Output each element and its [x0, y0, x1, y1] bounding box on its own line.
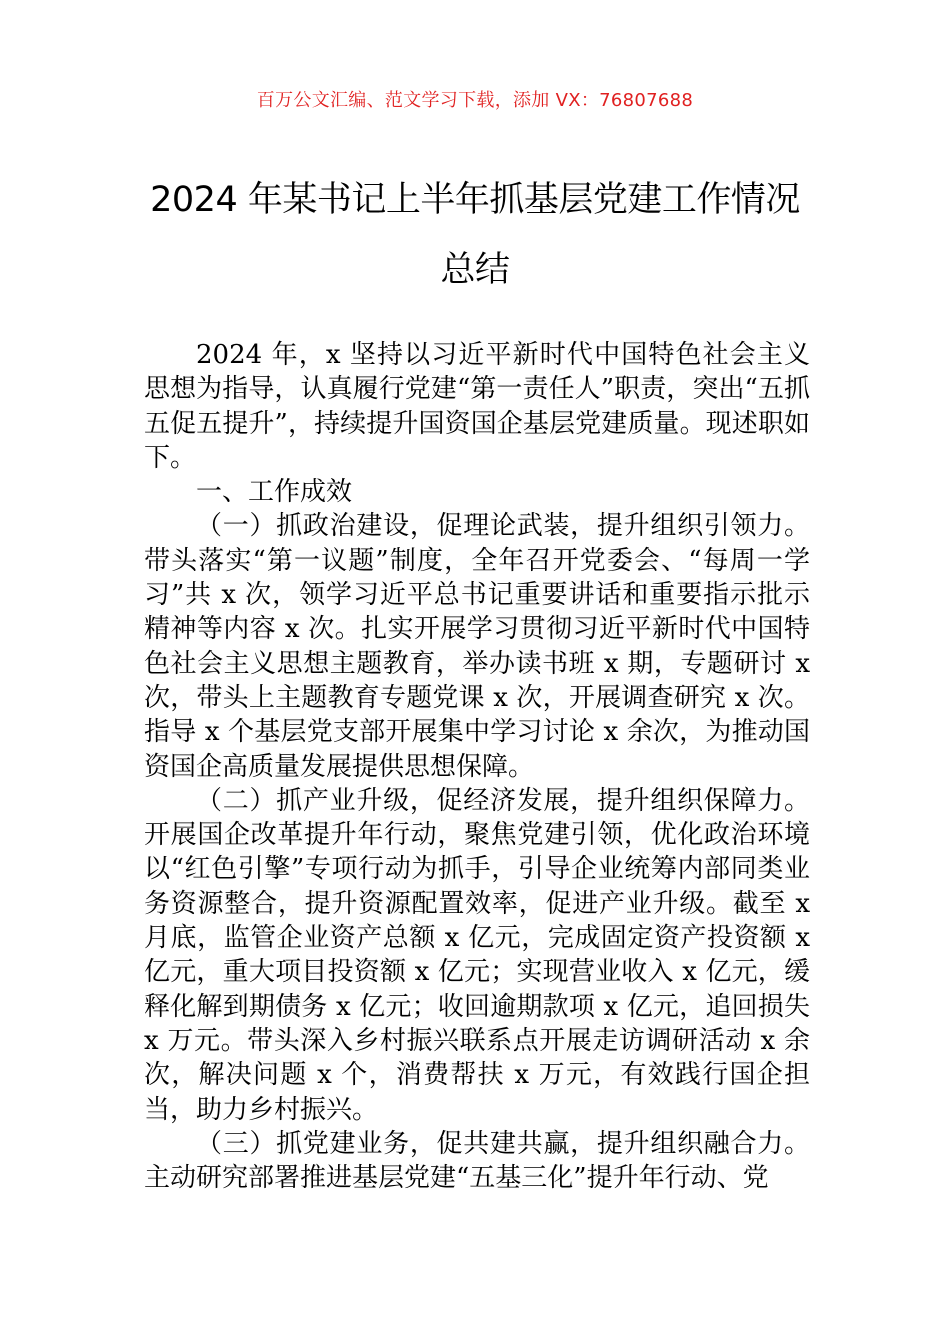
download-notice: 百万公文汇编、范文学习下载，添加 VX：76807688: [256, 90, 694, 111]
intro-paragraph: 2024 年，x 坚持以习近平新时代中国特色社会主义思想为指导，认真履行党建“第一责任人”职责，突出“五抓五促五提升”，持续提升国资国企基层党建质量。现述职如下。: [144, 340, 810, 473]
document-body: [144, 338, 810, 1195]
document-title-line-2: 总结: [440, 250, 510, 290]
body-paragraph: （二）抓产业升级，促经济发展，提升组织保障力。开展国企改革提升年行动，聚焦党建引领，优化政治环境以“红色引擎”专项行动为抓手，引导企业统筹内部同类业务资源整合，提升资源配置效率，促进产业升级。截至 x 月底，监管企业资产总额 x 亿元，完成固定资产投资额 x 亿元，重大项目投资额 x 亿元；实现营业收入 x 亿元，缓释化解到期债务 x 亿元；收回逾期款项 x 亿元，追回损失 x 万元。带头深入乡村振兴联系点开展走访调研活动 x 余次，解决问题 x 个，消费帮扶 x 万元，有效践行国企担当，助力乡村振兴。: [144, 785, 810, 1125]
body-paragraph: （三）抓党建业务，促共建共赢，提升组织融合力。主动研究部署推进基层党建“五基三化”提升年行动、党: [144, 1128, 810, 1194]
body-paragraph: （一）抓政治建设，促理论武装，提升组织引领力。带头落实“第一议题”制度，全年召开党委会、“每周一学习”共 x 次，领学习近平总书记重要讲话和重要指示批示精神等内容 x 次。扎实开展学习贯彻习近平新时代中国特色社会主义思想主题教育，举办读书班 x 期，专题研讨 x 次，带头上主题教育专题党课 x 次，开展调查研究 x 次。指导 x 个基层党支部开展集中学习讨论 x 余次，为推动国资国企高质量发展提供思想保障。: [144, 511, 810, 782]
document-title-line-1: 2024 年某书记上半年抓基层党建工作情况: [150, 180, 800, 220]
section-heading: 一、工作成效: [196, 477, 353, 508]
